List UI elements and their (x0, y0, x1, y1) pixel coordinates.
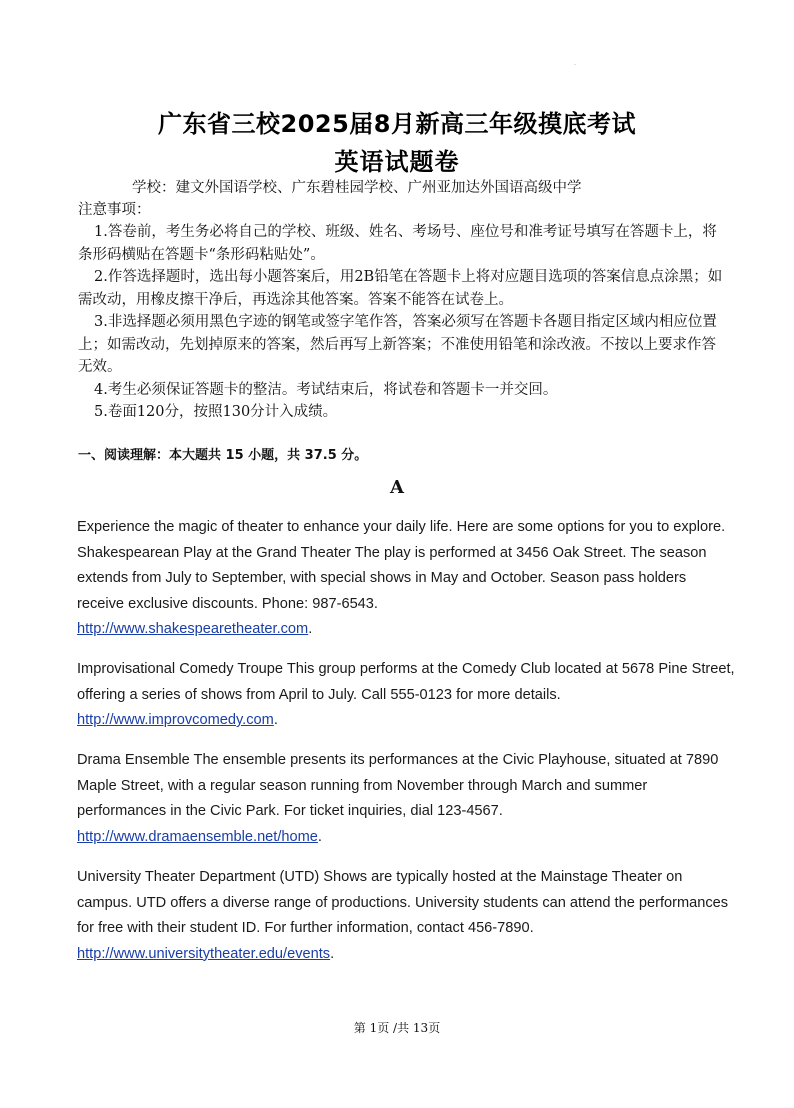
exam-subtitle: 英语试题卷 (334, 148, 460, 176)
passage-paragraph: Drama Ensemble The ensemble presents its performances at the Civic Playhouse, situated at 7890 Maple Street, with a regular season running from November through March and summer performances in the Civic Park. For ticket inquiries, dial 123-4567. http://www.dramaensemble.net/home. (77, 752, 719, 845)
paragraph-link[interactable]: http://www.shakespearetheater.com (77, 621, 309, 637)
paragraph-text: Drama Ensemble The ensemble presents its performances at the Civic Playhouse, situated at 7890 Maple Street, with a regular season running from November through March and summer performances in the Civic Park. For ticket inquiries, dial 123-4567. (77, 752, 719, 819)
passage-label: A (390, 477, 404, 498)
note-item: 1.答卷前，考生务必将自己的学校、班级、姓名、考场号、座位号和准考证号填写在答题卡上，将条形码横贴在答题卡“条形码粘贴处”。 (78, 224, 717, 263)
paragraph-link[interactable]: http://www.dramaensemble.net/home (77, 828, 318, 845)
paragraph-link[interactable]: http://www.improvcomedy.com (77, 712, 274, 728)
paragraph-link[interactable]: http://www.universitytheater.edu/events (77, 945, 331, 962)
note-item: 5.卷面120分，按照130分计入成绩。 (94, 404, 338, 420)
passage-paragraph: Experience the magic of theater to enhance your daily life. Here are some options for you to explore. Shakespearean Play at the Grand Theater The play is performed at 3456 Oak Street. The season extends from July to September, with special shows in May and October. Season pass holders receive exclusive discounts. Phone: 987-6543. http://www.shakespearetheater.com. (77, 519, 726, 637)
page-number: 第 1页 /共 13页 (353, 1021, 441, 1035)
paragraph-text: Improvisational Comedy Troupe This group performs at the Comedy Club located at 5678 Pine Street, offering a series of shows from April to July. Call 555-0123 for more details. (77, 661, 735, 703)
note-item: 2.作答选择题时，选出每小题答案后，用2B铅笔在答题卡上将对应题目选项的答案信息点涂黑；如需改动，用橡皮擦干净后，再选涂其他答案。答案不能答在试卷上。 (78, 269, 723, 308)
passage-paragraph: University Theater Department (UTD) Shows are typically hosted at the Mainstage Theater on campus. UTD offers a diverse range of productions. University students can attend the performances for free with their student ID. For further information, contact 456-7890. http://www.universitytheater.edu/events. (77, 869, 729, 962)
note-item: 3.非选择题必须用黑色字迹的钢笔或签字笔作答，答案必须写在答题卡各题目指定区域内相应位置上；如需改动，先划掉原来的答案，然后再写上新答案；不准使用铅笔和涂改液。不按以上要求作答无效。 (78, 314, 717, 375)
notes-list (78, 221, 728, 424)
passage-paragraph: Improvisational Comedy Troupe This group performs at the Comedy Club located at 5678 Pine Street, offering a series of shows from April to July. Call 555-0123 for more details. http://www.improvcomedy.com. (77, 661, 735, 728)
exam-title: 广东省三校2025届8月新高三年级摸底考试 (158, 110, 636, 138)
paragraph-text: Experience the magic of theater to enhance your daily life. Here are some options for you to explore. Shakespearean Play at the Grand Theater The play is performed at 3456 Oak Street. The season extends from July to September, with special shows in May and October. Season pass holders receive exclusive discounts. Phone: 987-6543. (77, 519, 726, 612)
note-item: 4.考生必须保证答题卡的整洁。考试结束后，将试卷和答题卡一并交回。 (94, 381, 558, 398)
scan-dot: . (574, 60, 576, 67)
school-list: 学校：建文外国语学校、广东碧桂园学校、广州亚加达外国语高级中学 (132, 180, 582, 196)
section-heading: 一、阅读理解：本大题共 15 小题，共 37.5 分。 (78, 448, 368, 463)
paragraph-text: University Theater Department (UTD) Shows are typically hosted at the Mainstage Theater on campus. UTD offers a diverse range of productions. University students can attend the performances for free with their student ID. For further information, contact 456-7890. (77, 869, 729, 936)
notes-heading: 注意事项： (78, 202, 151, 218)
